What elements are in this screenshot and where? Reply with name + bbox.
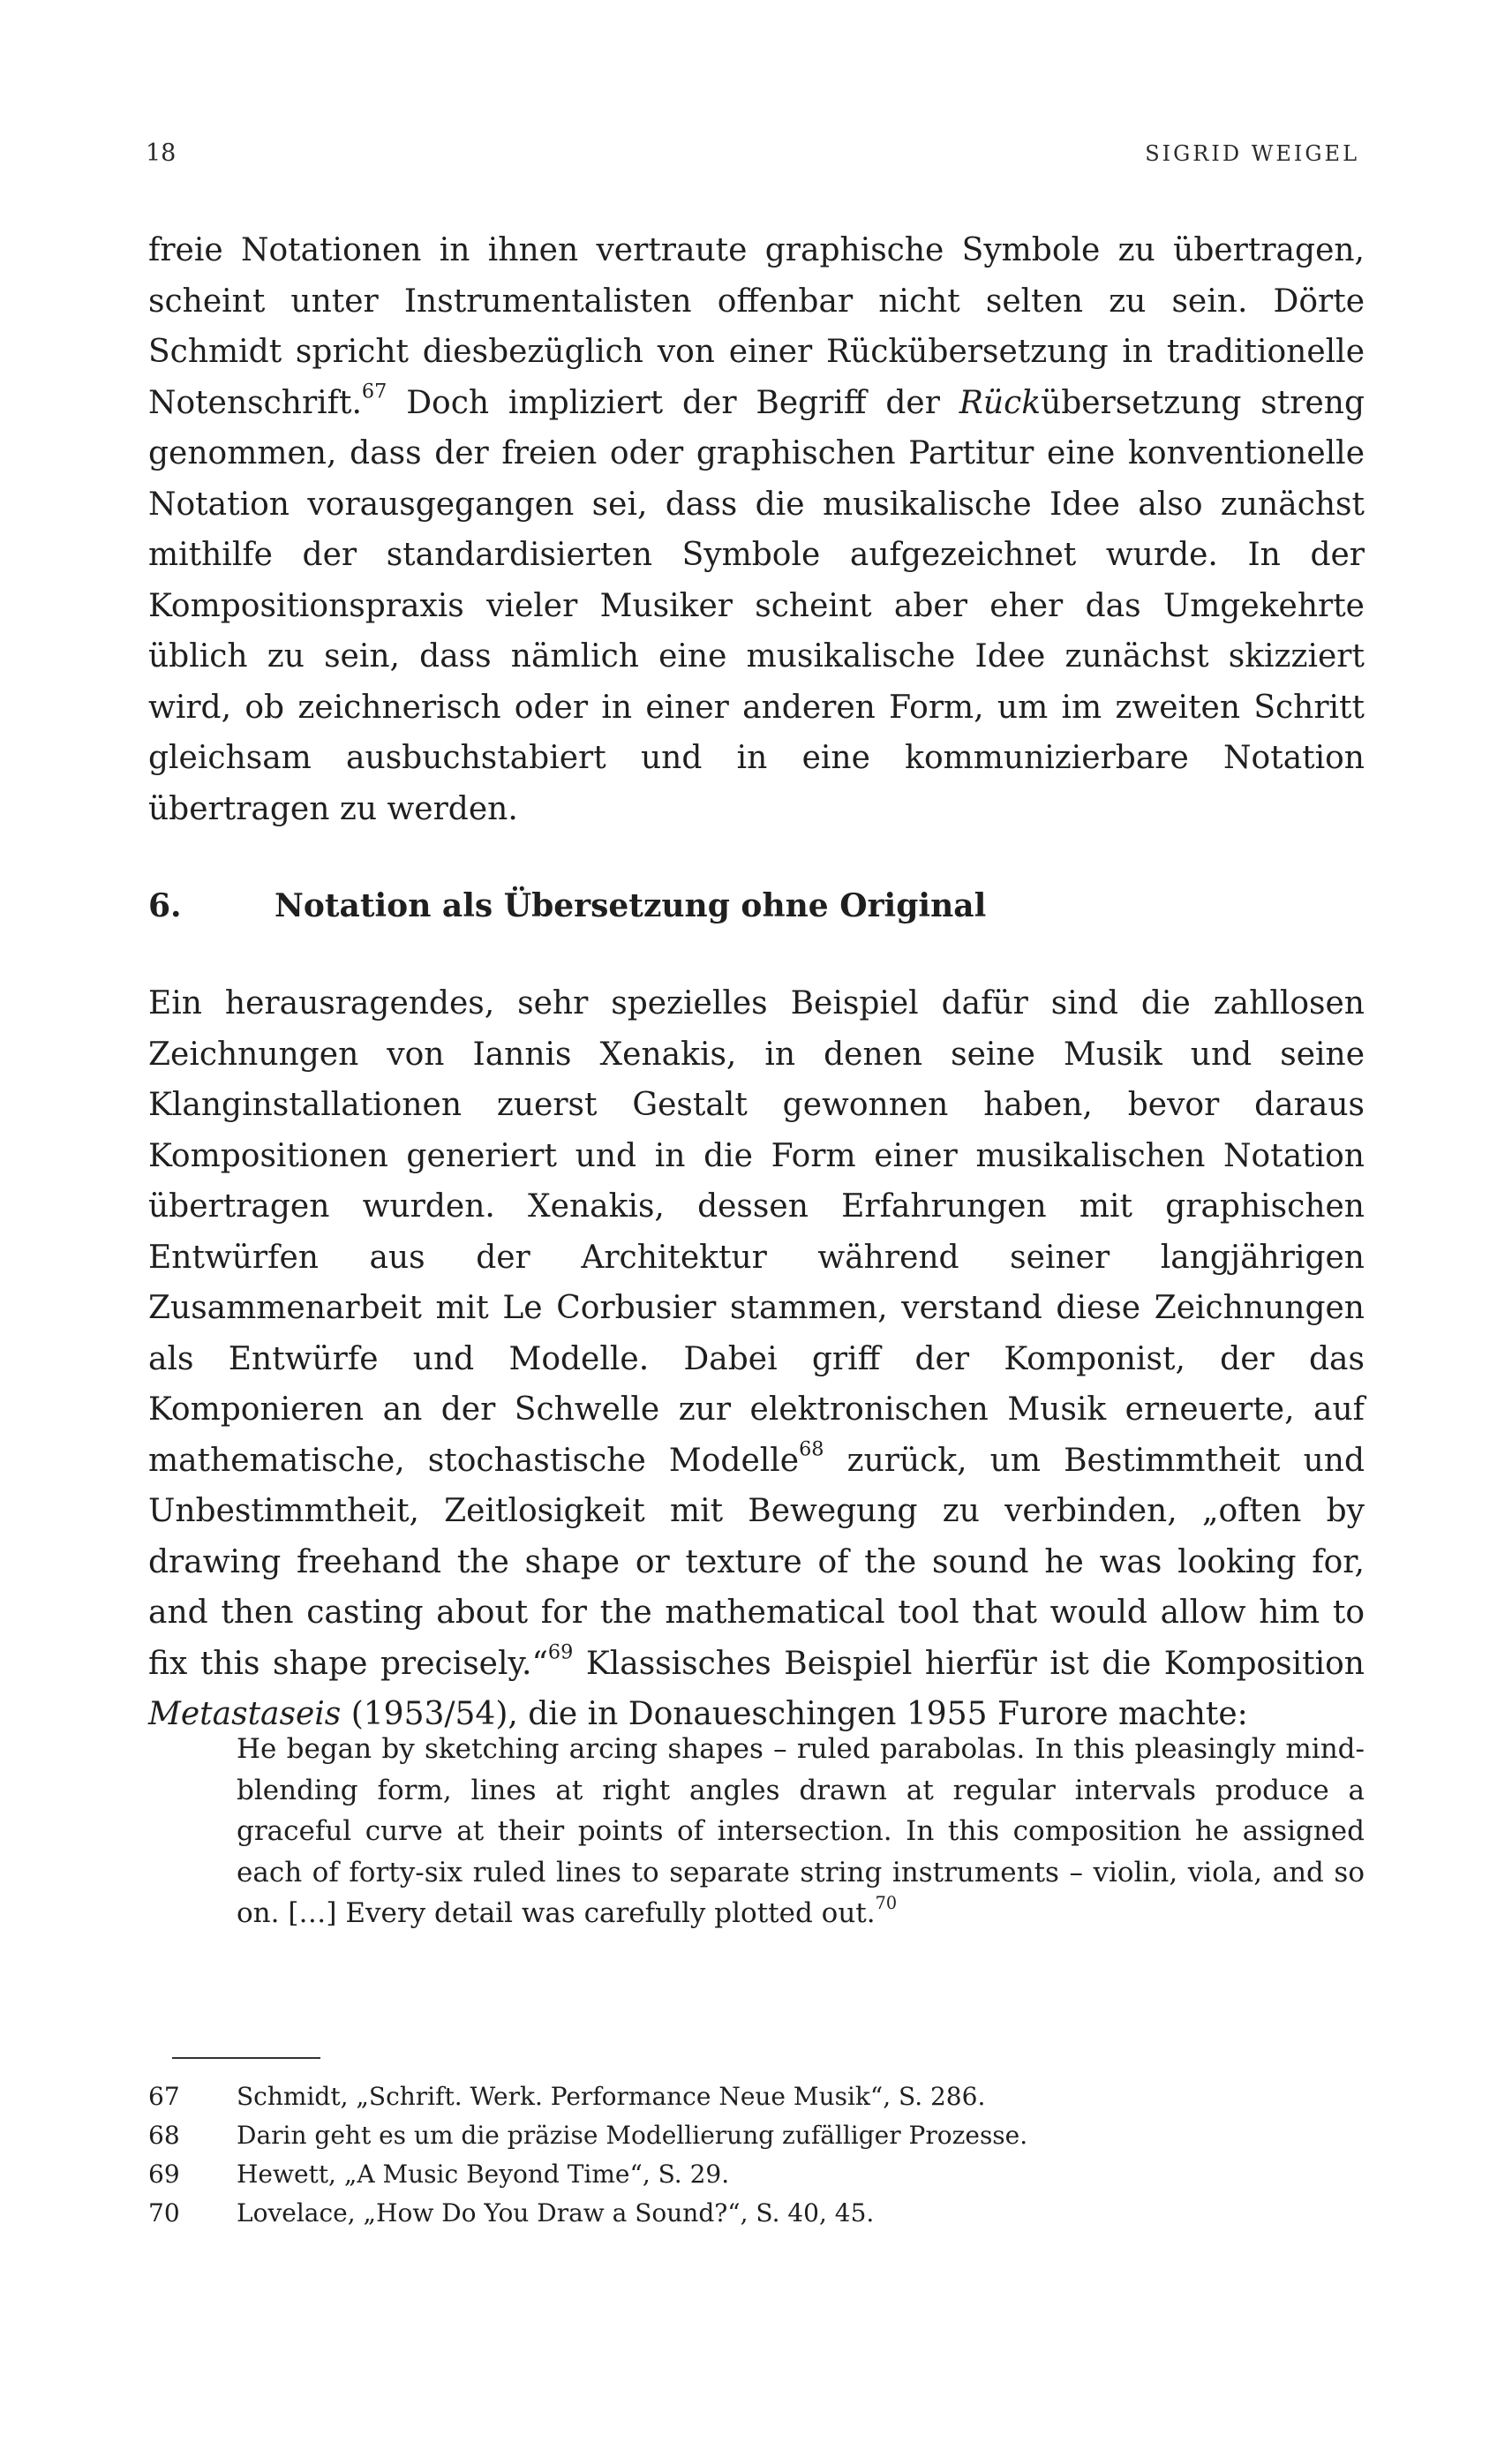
page-header [146, 139, 1359, 167]
footnote-divider [172, 2057, 320, 2059]
footnote-text: Darin geht es um die präzise Modellierung zufälliger Prozesse. [237, 2121, 1028, 2150]
footnote-69 [148, 2155, 1365, 2194]
paragraph-2 [148, 978, 1365, 1740]
footnote-number: 68 [148, 2121, 180, 2150]
footnote-text: Lovelace, „How Do You Draw a Sound?“, S. 40, 45. [237, 2198, 875, 2228]
paragraph-1-text-2: Doch impliziert der Begriff der [387, 384, 959, 421]
footnote-number: 67 [148, 2082, 180, 2111]
section-heading [148, 887, 1365, 924]
footnote-68 [148, 2116, 1365, 2155]
footnote-ref-70[interactable]: 70 [875, 1893, 898, 1914]
block-quote [237, 1729, 1365, 1934]
paragraph-2-text-4: (1953/54), die in Donaueschingen 1955 Furore machte: [341, 1696, 1248, 1732]
footnote-67 [148, 2077, 1365, 2116]
page-number: 18 [146, 139, 177, 167]
work-title-metastaseis: Metastaseis [148, 1696, 342, 1732]
footnote-70 [148, 2194, 1365, 2233]
paragraph-1-text-1: freie Notationen in ihnen vertraute graphische Symbole zu übertragen, scheint unter Instrumentalisten offenbar nicht selten zu sein. Dörte Schmidt spricht diesbezüglich von einer Rückübersetzung in traditionelle Notenschrift. [148, 232, 1365, 421]
paragraph-1-emphasis: Rück [959, 384, 1042, 421]
footnote-text: Hewett, „A Music Beyond Time“, S. 29. [237, 2160, 730, 2189]
paragraph-2-text-2: zurück, um Bestimmtheit und Unbestimmtheit, Zeitlosigkeit mit Bewegung zu verbinden, „often by drawing freehand the shape or texture of the sound he was looking for, and then casting about for the mathematical tool that would allow him to fix this shape precisely.“ [148, 1442, 1365, 1682]
footnote-number: 69 [148, 2160, 180, 2189]
paragraph-1 [148, 225, 1365, 834]
footnotes [148, 2077, 1365, 2233]
section-number: 6. [148, 887, 182, 924]
block-quote-text: He began by sketching arcing shapes – ruled parabolas. In this pleasingly mindblending form, lines at right angles drawn at regular intervals produce a graceful curve at their points of intersection. In this composition he assigned each of forty-six ruled lines to separate string instruments – violin, viola, and so on. […] Every detail was carefully plotted out. [237, 1733, 1365, 1929]
section-title: Notation als Übersetzung ohne Original [275, 887, 987, 924]
footnote-ref-68[interactable]: 68 [799, 1437, 824, 1461]
paragraph-1-text-3: übersetzung streng genommen, dass der freien oder graphischen Partitur eine konventionelle Notation vorausgegangen sei, dass die musikalische Idee also zunächst mithilfe der standardisierten Symbole aufgezeichnet wurde. In der Kompositionspraxis vieler Musiker scheint aber eher das Umgekehrte üblich zu sein, dass nämlich eine musikalische Idee zunächst skizziert wird, ob zeichnerisch oder in einer anderen Form, um im zweiten Schritt gleichsam ausbuchstabiert und in eine kommunizierbare Notation übertragen zu werden. [148, 384, 1365, 827]
paragraph-2-text-1: Ein herausragendes, sehr spezielles Beispiel dafür sind die zahllosen Zeichnungen von Iannis Xenakis, in denen seine Musik und seine Klanginstallationen zuerst Gestalt gewonnen haben, bevor daraus Kompositionen generiert und in die Form einer musikalischen Notation übertragen wurden. Xenakis, dessen Erfahrungen mit graphischen Entwürfen aus der Architektur während seiner langjährigen Zusammenarbeit mit Le Corbusier stammen, verstand diese Zeichnungen als Entwürfe und Modelle. Dabei griff der Komponist, der das Komponieren an der Schwelle zur elektronischen Musik erneuerte, auf mathematische, stochastische Modelle [148, 985, 1365, 1479]
running-head: SIGRID WEIGEL [1145, 141, 1359, 166]
footnote-number: 70 [148, 2198, 180, 2228]
footnote-ref-67[interactable]: 67 [361, 380, 387, 403]
footnote-text: Schmidt, „Schrift. Werk. Performance Neue Musik“, S. 286. [237, 2082, 986, 2111]
paragraph-2-text-3: Klassisches Beispiel hierfür ist die Komposition [573, 1645, 1365, 1682]
footnote-ref-69[interactable]: 69 [547, 1640, 574, 1664]
